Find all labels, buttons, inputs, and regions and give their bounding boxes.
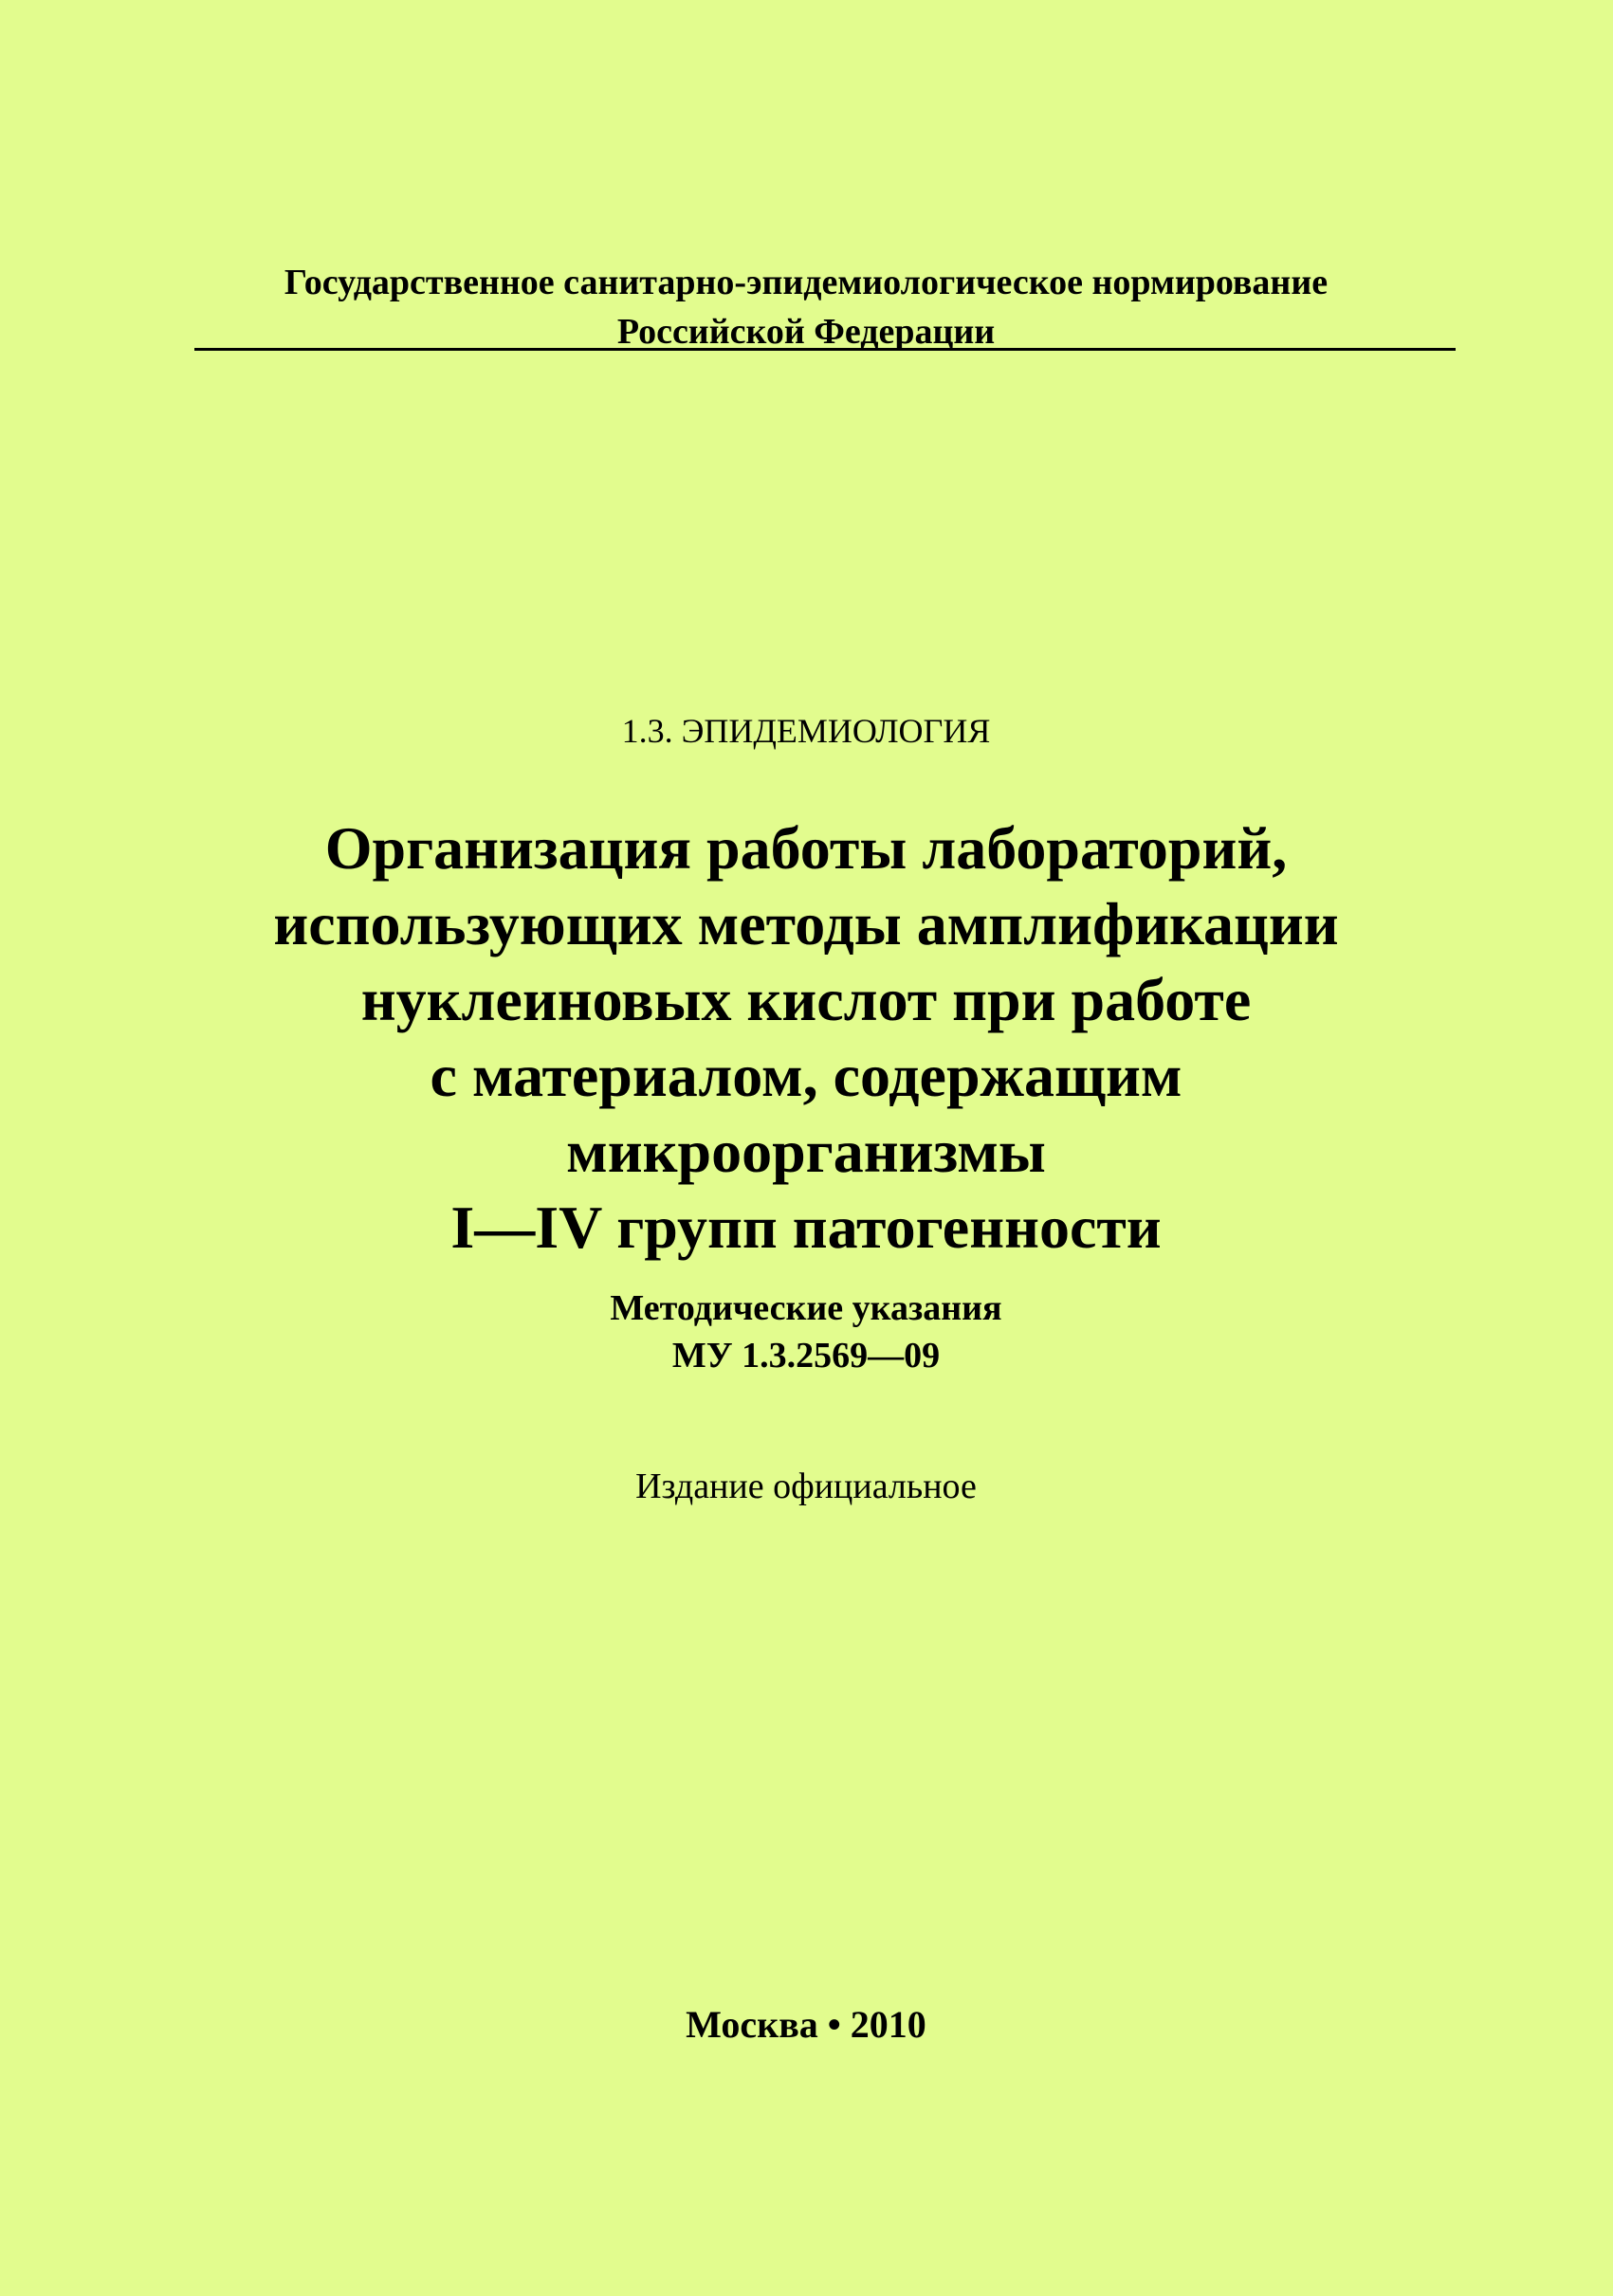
section-label: 1.3. ЭПИДЕМИОЛОГИЯ <box>621 712 991 750</box>
series-header-line-1: Государственное санитарно-эпидемиологическое нормирование <box>284 263 1329 302</box>
header-divider <box>194 348 1456 351</box>
document-title <box>142 811 1470 1266</box>
imprint: Москва • 2010 <box>686 2003 926 2046</box>
title-line: микроорганизмы <box>566 1118 1046 1185</box>
document-type-block <box>284 1285 1328 1379</box>
title-line: использующих методы амплификации <box>273 890 1339 957</box>
title-line: Организация работы лабораторий, <box>324 814 1288 882</box>
edition-label: Издание официальное <box>635 1467 977 1506</box>
series-header-line-2: Российской Федерации <box>616 312 996 352</box>
document-type: Методические указания <box>610 1288 1002 1328</box>
series-header <box>190 258 1422 356</box>
document-code: МУ 1.3.2569—09 <box>671 1336 941 1376</box>
title-line: I—IV групп патогенности <box>450 1194 1162 1261</box>
title-line: с материалом, содержащим <box>430 1042 1182 1109</box>
title-line: нуклеиновых кислот при работе <box>360 966 1252 1033</box>
